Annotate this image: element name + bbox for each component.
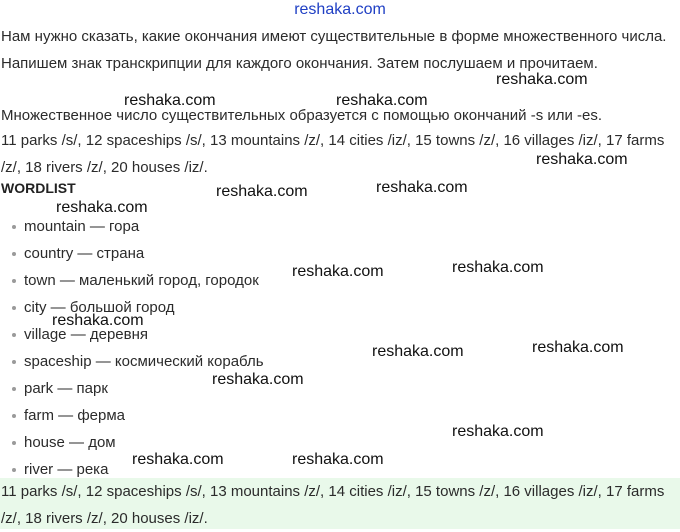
site-header-link[interactable]: reshaka.com	[294, 1, 386, 18]
list-item: farm — ферма	[10, 402, 410, 429]
list-item: country — страна	[10, 240, 410, 267]
watermark: reshaka.com	[124, 92, 216, 109]
intro-paragraph: Нам нужно сказать, какие окончания имеют существительные в форме множественного числа. Напишем знак транскрипции для каждого окончания. Затем послушаем и прочитаем.	[1, 28, 667, 72]
watermark: reshaka.com	[452, 259, 544, 276]
watermark: reshaka.com	[452, 423, 544, 440]
answer-paragraph: 11 parks /s/, 12 spaceships /s/, 13 mountains /z/, 14 cities /iz/, 15 towns /z/, 16 villages /iz/, 17 farms /z/, 18 rivers /z/, 20 houses /iz/.	[1, 132, 665, 176]
watermark: reshaka.com	[52, 312, 144, 329]
list-item: village — деревня	[10, 321, 410, 348]
watermark: reshaka.com	[376, 179, 468, 196]
watermark: reshaka.com	[536, 151, 628, 168]
answer-box-text: 11 parks /s/, 12 spaceships /s/, 13 mountains /z/, 14 cities /iz/, 15 towns /z/, 16 villages /iz/, 17 farms /z/, 18 rivers /z/, 20 houses /iz/.	[1, 483, 665, 527]
list-item: river — река	[10, 456, 410, 483]
list-item: spaceship — космический корабль	[10, 348, 410, 375]
list-item: mountain — гора	[10, 213, 410, 240]
answer-box	[0, 478, 680, 529]
list-item: house — дом	[10, 429, 410, 456]
watermark: reshaka.com	[212, 371, 304, 388]
watermark: reshaka.com	[372, 343, 464, 360]
watermark: reshaka.com	[216, 183, 308, 200]
watermark: reshaka.com	[132, 451, 224, 468]
list-item: city — большой город	[10, 294, 410, 321]
watermark: reshaka.com	[336, 92, 428, 109]
wordlist-heading: WORDLIST	[1, 180, 76, 196]
watermark: reshaka.com	[292, 451, 384, 468]
wordlist	[10, 213, 410, 483]
rule-paragraph: Множественное число существительных образуется с помощью окончаний -s или -es.	[1, 107, 603, 124]
list-item: park — парк	[10, 375, 410, 402]
watermark: reshaka.com	[292, 263, 384, 280]
watermark: reshaka.com	[532, 339, 624, 356]
watermark: reshaka.com	[496, 71, 588, 88]
list-item: town — маленький город, городок	[10, 267, 410, 294]
watermark: reshaka.com	[56, 199, 148, 216]
